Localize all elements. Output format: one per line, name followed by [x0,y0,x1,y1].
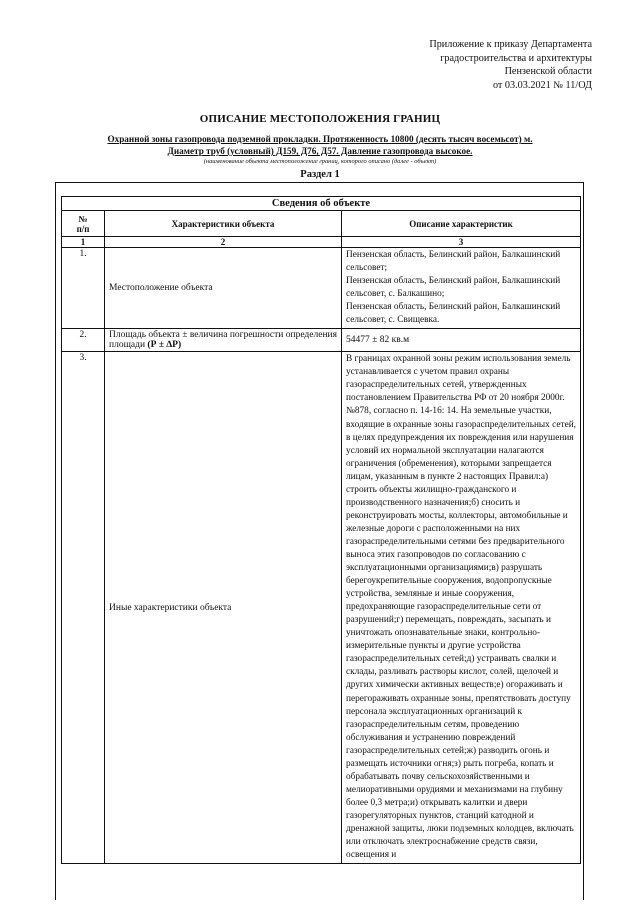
section-title: Раздел 1 [300,169,340,180]
table-row [62,352,581,864]
document-title: ОПИСАНИЕ МЕСТОПОЛОЖЕНИЯ ГРАНИЦ [199,113,441,125]
column-number: 3 [342,237,581,248]
row-characteristic [105,329,342,352]
table-row [62,329,581,352]
header-num: № п/п [62,211,105,237]
row-characteristic: Местоположение объекта [105,248,342,329]
row-number: 3. [62,352,105,864]
row-characteristic-text: Площадь объекта ± величина погрешности определения площади [109,330,337,351]
header-characteristic: Характеристики объекта [105,211,342,237]
object-info-table [61,196,581,864]
table-row [62,248,581,329]
column-number: 1 [62,237,105,248]
object-name [60,133,580,157]
appendix-note [330,38,592,92]
row-description: Пензенская область, Белинский район, Балкашинский сельсовет; Пензенская область, Белинский район, Балкашинский сельсовет, с. Балкашино; Пензенская область, Белинский район, Балкашинский сельсовет, с. Свищевка. [342,248,581,329]
object-name-line: Охранной зоны газопровода подземной прокладки. Протяженность 10800 (десять тысяч восемьсот) м. [107,134,533,144]
row-description: 54477 ± 82 кв.м [342,329,581,352]
table-title: Сведения об объекте [62,197,581,211]
row-description: В границах охранной зоны режим использования земель устанавливается с учетом правил охраны газораспределительных сетей, утвержденных постановлением Правительства РФ от 20 ноября 2000г. №878, согласно п. 14-16: 14. На земельные участки, входящие в охранные зоны газораспределительных сетей, в целях предупреждения их повреждения или нарушения условий их нормальной эксплуатации налагаются ограничения (обременения), которыми запрещается лицам, указанным в пункте 2 настоящих Правил:а) строить объекты жилищно-гражданского и производственного назначения;б) сносить и реконструировать мосты, коллекторы, автомобильные и железные дороги с расположенными на них газораспределительными сетями без предварительного выноса этих газопроводов по согласованию с эксплуатационными организациями;в) разрушать берегоукрепительные сооружения, водопропускные устройства, земляные и иные сооружения, предохраняющие газораспределительные сети от разрушений;г) перемещать, повреждать, засыпать и уничтожать опознавательные знаки, контрольно-измерительные пункты и другие устройства газораспределительных сетей;д) устраивать свалки и склады, разливать растворы кислот, солей, щелочей и других химически активных веществ;е) огораживать и перегораживать охранные зоны, препятствовать доступу персонала эксплуатационных организаций к газораспределительным сетям, проведению обслуживания и устранению повреждений газораспределительных сетей;ж) разводить огонь и размещать источники огня;з) рыть погреба, копать и обрабатывать почву сельскохозяйственными и мелиоративными орудиями и механизмами на глубину более 0,3 метра;и) открывать калитки и двери газорегуляторных пунктов, станций катодной и дренажной защиты, люки подземных колодцев, включать или отключать электроснабжение средств связи, освещения и [342,352,581,864]
appendix-line: Пензенской области [504,66,592,77]
row-characteristic-formula: (Р ± ∆Р) [147,340,182,351]
row-number: 1. [62,248,105,329]
row-number: 2. [62,329,105,352]
row-characteristic: Иные характеристики объекта [105,352,342,864]
column-number: 2 [105,237,342,248]
appendix-line: градостроительства и архитектуры [440,52,592,64]
appendix-line: Приложение к приказу Департамента [429,39,592,50]
header-description: Описание характеристик [342,211,581,237]
object-name-line: Диаметр труб (условный) Д159, Д76, Д57. Давление газопровода высокое. [167,146,473,156]
object-caption: (наименование объекта местоположение границ, которого описано (далее - объект) [203,158,437,165]
appendix-line: от 03.03.2021 № 11/ОД [492,79,592,91]
